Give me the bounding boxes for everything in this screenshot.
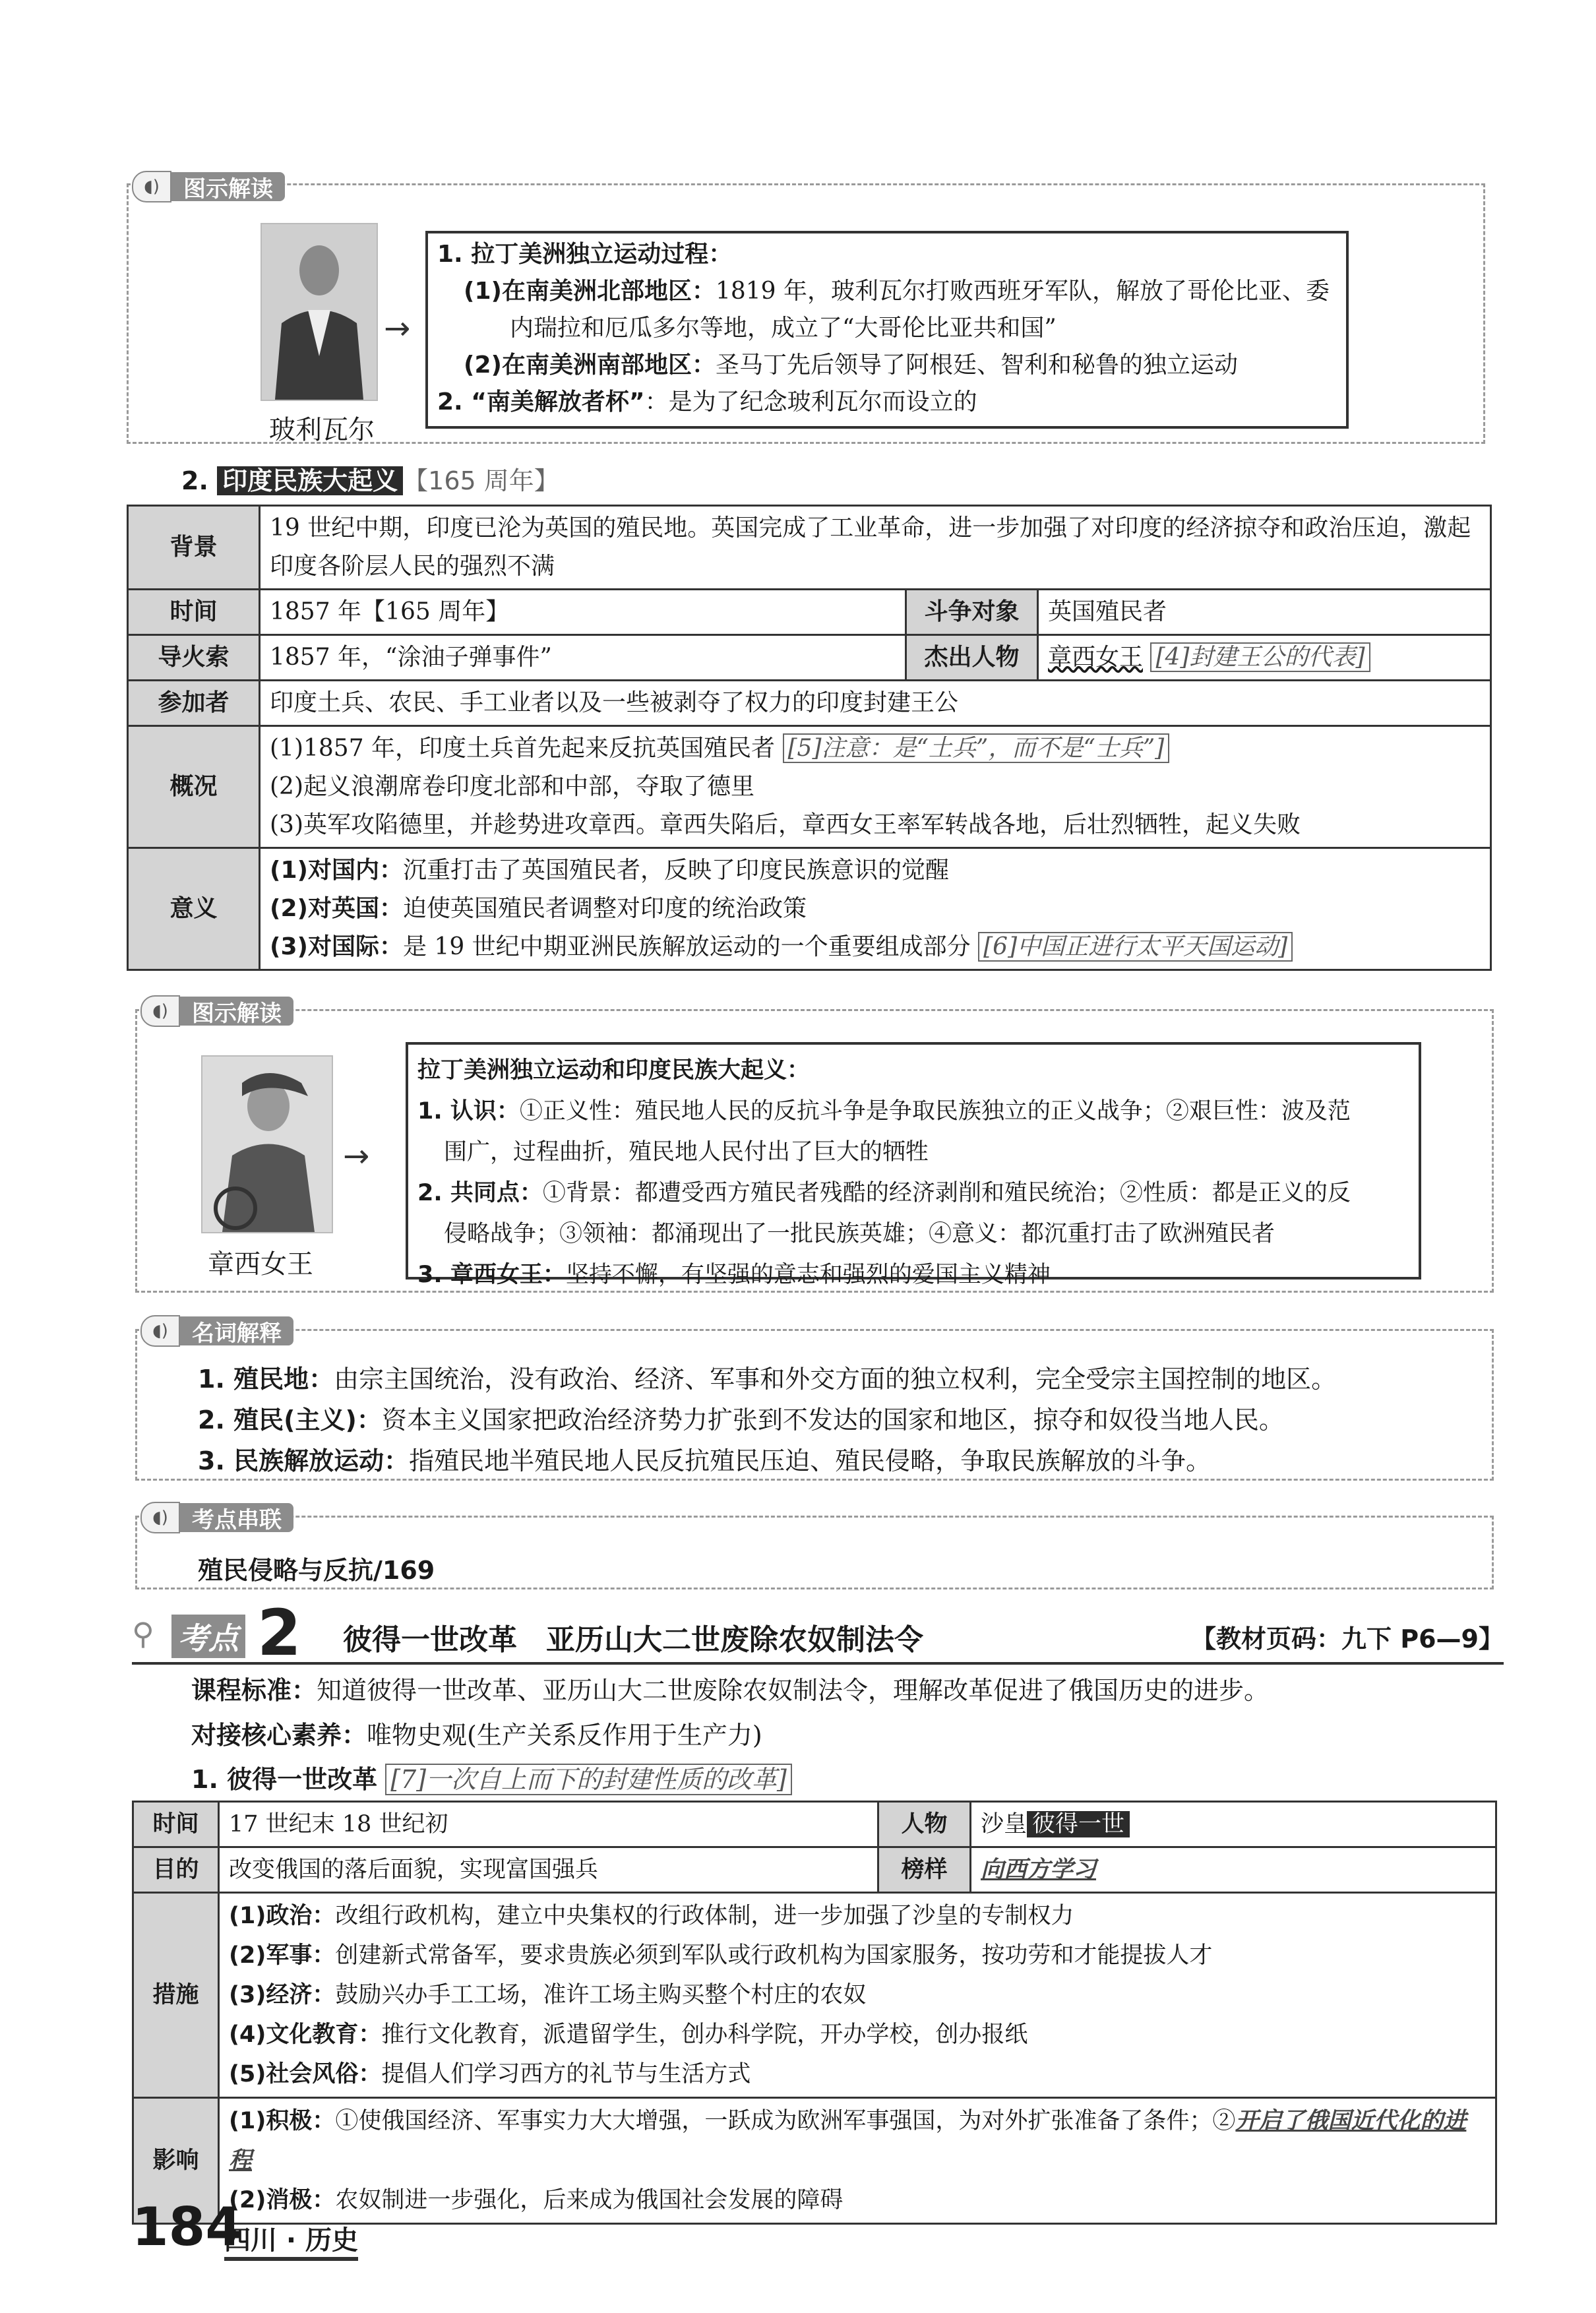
rani-portrait [201, 1055, 333, 1233]
kaodian-text: 殖民侵略与反抗/169 [198, 1556, 435, 1585]
page-number: 184 [132, 2196, 242, 2258]
course-standard: 课程标准：知道彼得一世改革、亚历山大二世废除农奴制法令，理解改革促进了俄国历史的进步。 [191, 1676, 1270, 1705]
section-tag-tushi [132, 170, 285, 203]
section-tag-mingci [140, 1314, 293, 1347]
table-row: 概况 (1)1857 年，印度土兵首先起来反抗英国殖民者 [5]注意：是“土兵”，而不是“士兵”] (2)起义浪潮席卷印度北部和中部，夺取了德里 (3)英军攻陷德里，并趁势进攻章西。章西失陷后，章西女王率军转战各地，后壮烈牺牲，起义失败 [128, 726, 1491, 848]
section-title-india: 2. 印度民族大起义 【165 周年】 [181, 466, 559, 495]
tag-label: 图示解读 [171, 172, 285, 201]
table-row: 导火索 1857 年，“涂油子弹事件” 杰出人物 章西女王 [4]封建王公的代表] [128, 635, 1491, 681]
peter-reform-table [132, 1801, 1497, 2225]
speaker-icon: ◖) [132, 171, 171, 202]
subsection-peter: 1. 彼得一世改革 [7]一次自上而下的封建性质的改革] [191, 1759, 792, 1795]
table-row: 时间 17 世纪末 18 世纪初 人物 沙皇 彼得一世 [133, 1802, 1496, 1847]
speaker-icon: ◖) [140, 1502, 180, 1533]
arrow-right-icon: → [343, 1138, 370, 1175]
kp2-title: 彼得一世改革 亚历山大二世废除农奴制法令 [343, 1623, 923, 1657]
table-row: 影响 (1)积极：①使俄国经济、军事实力大大增强，一跃成为欧洲军事强国，为对外扩张准备了条件；②开启了俄国近代化的进程 (2)消极：农奴制进一步强化，后来成为俄国社会发展的障碍 [133, 2098, 1496, 2224]
table-row [128, 506, 1491, 590]
term-3: 3. 民族解放运动：指殖民地半殖民地人民反抗殖民压迫、殖民侵略，争取民族解放的斗争。 [198, 1446, 1212, 1475]
term-2: 2. 殖民(主义)：资本主义国家把政治经济势力扩张到不发达的国家和地区，掠夺和奴役当地人民。 [198, 1405, 1284, 1434]
speaker-icon: ◖) [140, 995, 180, 1027]
table-row: 意义 (1)对国内：沉重打击了英国殖民者，反映了印度民族意识的觉醒 (2)对英国：迫使英国殖民者调整对印度的统治政策 (3)对国际：是 19 世纪中期亚洲民族解放运动的一个重要组成部分 [6]中国正进行太平天国运动] [128, 848, 1491, 970]
rani-caption: 章西女王 [208, 1249, 313, 1280]
kp2-label: 考点 [171, 1615, 245, 1658]
table-row: 时间 1857 年【165 周年】 斗争对象 英国殖民者 [128, 590, 1491, 635]
arrow-right-icon: → [384, 310, 411, 347]
section-tag-kaodian [140, 1501, 293, 1534]
kp2-ref: 【教材页码：九下 P6—9】 [1191, 1624, 1504, 1653]
section-tag-tushi-2 [140, 995, 293, 1028]
table-row: 参加者 印度土兵、农民、手工业者以及一些被剥夺了权力的印度封建王公 [128, 681, 1491, 726]
bolivar-portrait [261, 223, 378, 401]
rani-info: 拉丁美洲独立运动和印度民族大起义： 1. 认识：①正义性：殖民地人民的反抗斗争是争取民族独立的正义战争；②艰巨性：波及范 围广，过程曲折，殖民地人民付出了巨大的牺牲 2. 共同点：①背景：都遭受西方殖民者残酷的经济剥削和殖民统治；②性质：都是正义的反 侵略战争；③领袖：都涌现出了一批民族英雄；④意义：都沉重打击了欧洲殖民者 3. 章西女王：坚持不懈，有坚强的意志和强烈的爱国主义精神 [406, 1042, 1421, 1280]
core-literacy: 对接核心素养：唯物史观(生产关系反作用于生产力) [191, 1721, 762, 1750]
book-title: 四川 · 历史 [224, 2219, 358, 2261]
info-line-4: (2)在南美洲南部地区：圣马丁先后领导了阿根廷、智利和秘鲁的独立运动 [464, 352, 1238, 379]
info-line-2: (1)在南美洲北部地区：1819 年，玻利瓦尔打败西班牙军队，解放了哥伦比亚、委 [464, 278, 1330, 305]
speaker-icon: ◖) [140, 1315, 180, 1347]
india-uprising-table [127, 505, 1492, 971]
row-header: 背景 [128, 506, 260, 590]
term-1: 1. 殖民地：由宗主国统治，没有政治、经济、军事和外交方面的独立权利，完全受宗主国控制的地区。 [198, 1365, 1337, 1394]
tag-label: 图示解读 [180, 997, 293, 1026]
bolivar-info [425, 231, 1349, 429]
info-line-1: 1. 拉丁美洲独立运动过程： [437, 241, 733, 268]
table-row: 目的 改变俄国的落后面貌，实现富国强兵 榜样 向西方学习 [133, 1847, 1496, 1893]
kp2-number: 2 [257, 1596, 301, 1670]
search-icon: ⚲ [132, 1616, 154, 1651]
tag-label: 名词解释 [180, 1316, 293, 1345]
bolivar-caption: 玻利瓦尔 [269, 415, 375, 445]
row-cell: 19 世纪中期，印度已沦为英国的殖民地。英国完成了工业革命，进一步加强了对印度的经济掠夺和政治压迫，激起印度各阶层人民的强烈不满 [260, 506, 1491, 590]
tag-label: 考点串联 [180, 1503, 293, 1532]
table-row: 措施 (1)政治：改组行政机构，建立中央集权的行政体制，进一步加强了沙皇的专制权力 (2)军事：创建新式常备军，要求贵族必须到军队或行政机构为国家服务，按功劳和才能提拔人才 (3)经济：鼓励兴办手工工场，准许工场主购买整个村庄的农奴 (4)文化教育：推行文化教育，派遣留学生，创办科学院，开办学校，创办报纸 (5)社会风俗：提倡人们学习西方的礼节与生活方式 [133, 1893, 1496, 2098]
info-line-3: 内瑞拉和厄瓜多尔等地，成立了“大哥伦比亚共和国” [510, 315, 1057, 342]
kp2-header [132, 1596, 1504, 1670]
info-line-5: 2. “南美解放者杯”：是为了纪念玻利瓦尔而设立的 [437, 388, 977, 416]
